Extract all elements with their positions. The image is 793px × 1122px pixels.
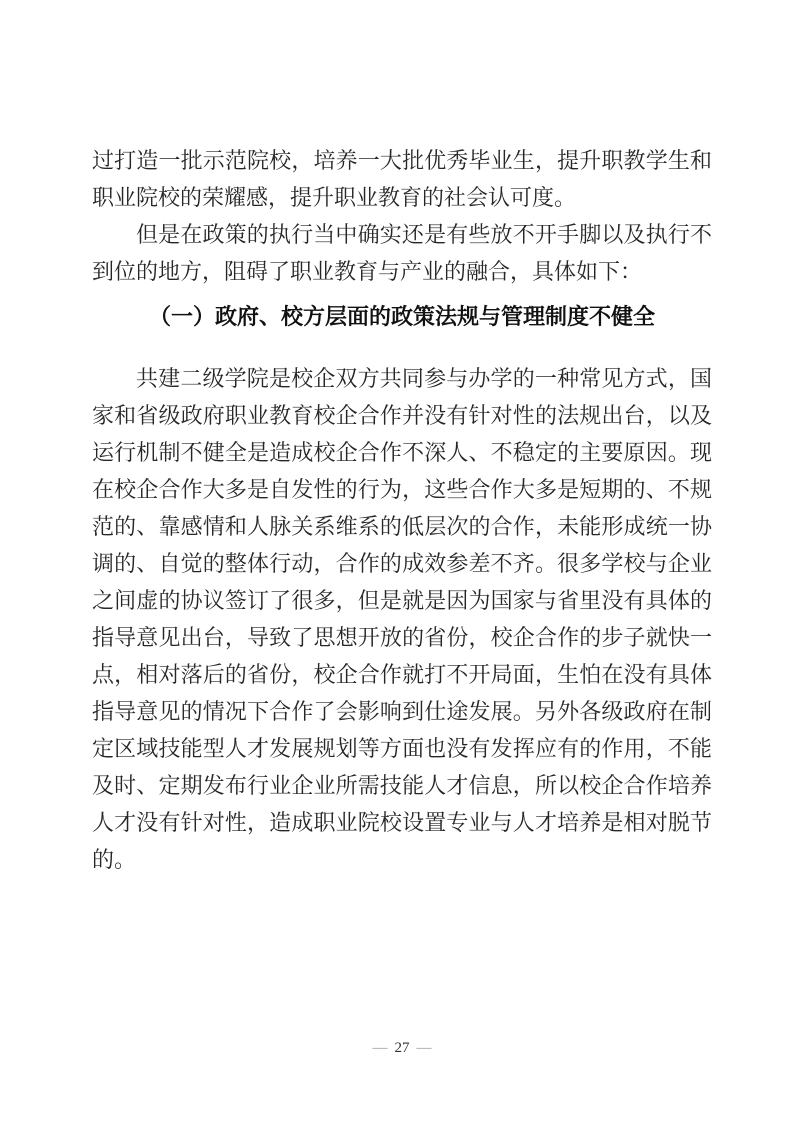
text-line: 到位的地方，阻碍了职业教育与产业的融合，具体如下： bbox=[92, 259, 643, 284]
text-line: 职业院校的荣耀感，提升职业教育的社会认可度。 bbox=[92, 185, 577, 210]
text-line: 家和省级政府职业教育校企合作并没有针对性的法规出台，以及 bbox=[92, 403, 712, 428]
footer-dash-right: — bbox=[416, 1040, 432, 1056]
paragraph-policy-issue bbox=[92, 216, 712, 290]
text-line: 范的、靠感情和人脉关系维系的低层次的合作，未能形成统一协 bbox=[92, 514, 712, 539]
section-heading: （一）政府、校方层面的政策法规与管理制度不健全 bbox=[148, 304, 655, 329]
text-line: 过打造一批示范院校，培养一大批优秀毕业生，提升职教学生和 bbox=[92, 148, 712, 173]
text-line: 但是在政策的执行当中确实还是有些放不开手脚以及执行不 bbox=[136, 222, 712, 247]
text-line: 的。 bbox=[92, 847, 137, 872]
page-footer bbox=[92, 1038, 712, 1058]
text-line: 指导意见出台，导致了思想开放的省份，校企合作的步子就快一 bbox=[92, 625, 712, 650]
paragraph-body bbox=[92, 360, 712, 878]
footer-dash-left: — bbox=[372, 1040, 388, 1056]
text-line: 运行机制不健全是造成校企合作不深人、不稳定的主要原因。现 bbox=[92, 440, 712, 465]
paragraph-continuation bbox=[92, 142, 712, 216]
text-line: 点，相对落后的省份，校企合作就打不开局面，生怕在没有具体 bbox=[92, 662, 712, 687]
text-line: 调的、自觉的整体行动，合作的成效参差不齐。很多学校与企业 bbox=[92, 551, 712, 576]
text-line: 之间虚的协议签订了很多，但是就是因为国家与省里没有具体的 bbox=[92, 588, 712, 613]
text-line: 及时、定期发布行业企业所需技能人才信息，所以校企合作培养 bbox=[92, 773, 712, 798]
text-line: 定区域技能型人才发展规划等方面也没有发挥应有的作用，不能 bbox=[92, 736, 712, 761]
text-line: 在校企合作大多是自发性的行为，这些合作大多是短期的、不规 bbox=[92, 477, 712, 502]
text-line: 共建二级学院是校企双方共同参与办学的一种常见方式，国 bbox=[136, 366, 712, 391]
page-number: 27 bbox=[394, 1040, 410, 1056]
text-column bbox=[92, 142, 712, 878]
text-line: 人才没有针对性，造成职业院校设置专业与人才培养是相对脱节 bbox=[92, 810, 712, 835]
text-line: 指导意见的情况下合作了会影响到仕途发展。另外各级政府在制 bbox=[92, 699, 712, 724]
